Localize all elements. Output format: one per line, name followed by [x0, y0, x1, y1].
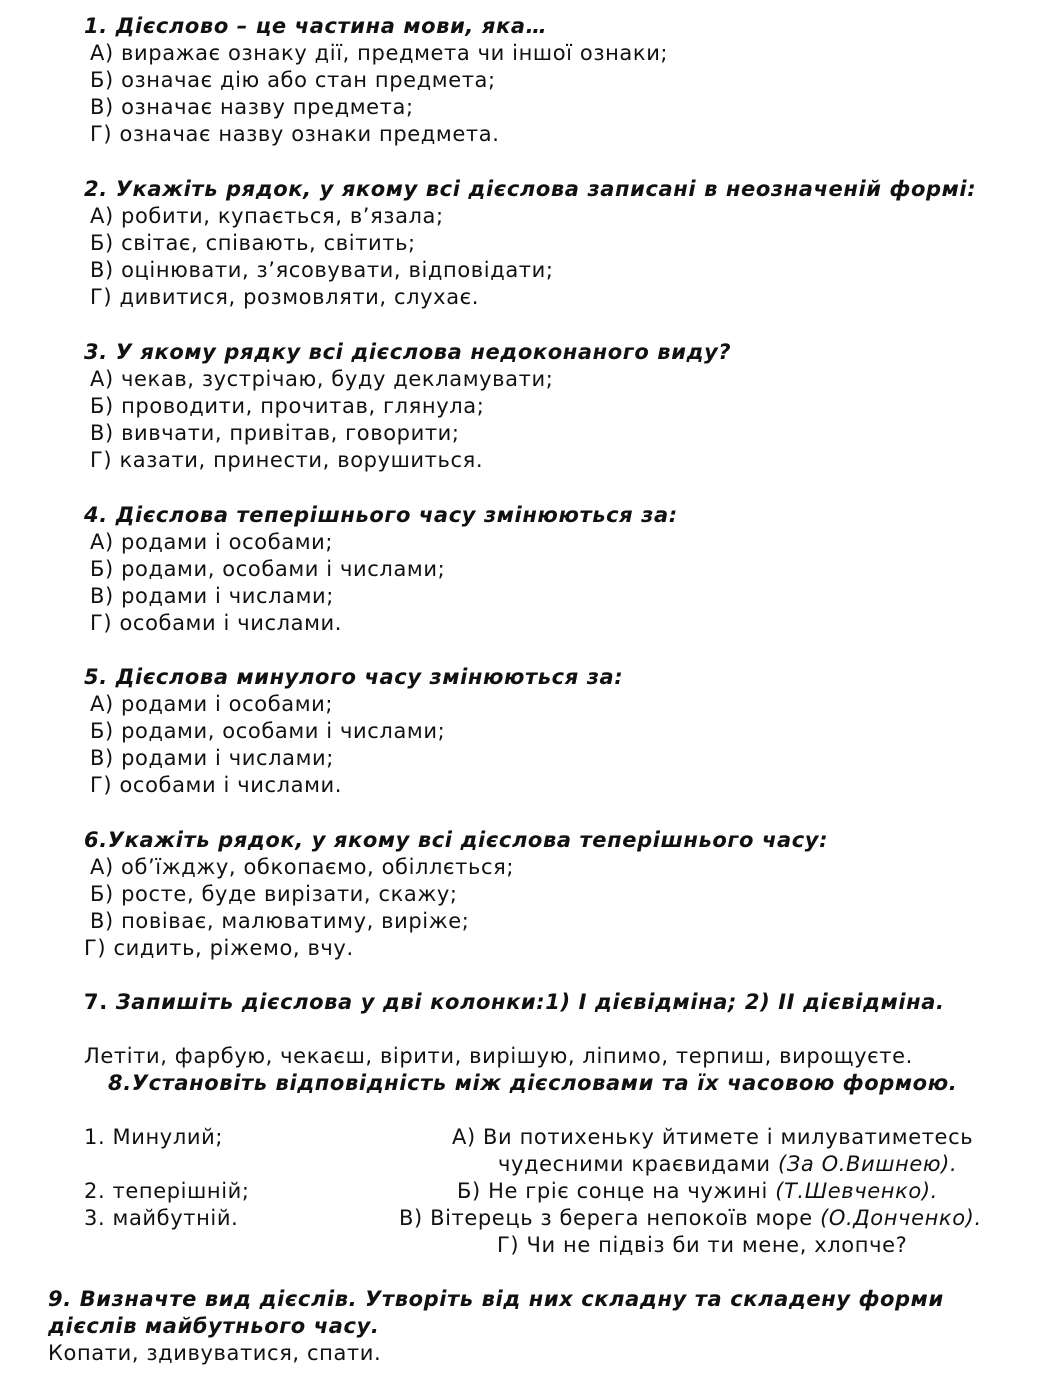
sentence-c: В) Вітерець з берега непокоїв море (О.Донченко). [399, 1206, 982, 1230]
question-2-title: 2. Укажіть рядок, у якому всі дієслова записані в неозначеній формі: [84, 177, 977, 201]
sentence-b-source: (Т.Шевченко). [775, 1179, 938, 1203]
question-1-option-b: Б) означає дію або стан предмета; [90, 68, 496, 92]
question-4-option-b: Б) родами, особами і числами; [90, 557, 446, 581]
question-5-option-b: Б) родами, особами і числами; [90, 719, 446, 743]
question-5-option-a: А) родами і особами; [90, 692, 334, 716]
question-2-option-a: А) робити, купається, в’язала; [90, 204, 444, 228]
question-4-title: 4. Дієслова теперішнього часу змінюються за: [84, 503, 678, 527]
question-3-option-a: А) чекав, зустрічаю, буду декламувати; [90, 367, 554, 391]
question-7-title: 7. Запишіть дієслова у дві колонки:1) І дієвідміна; 2) ІІ дієвідміна. [84, 990, 945, 1014]
question-1-option-a: А) виражає ознаку дії, предмета чи іншої ознаки; [90, 41, 669, 65]
question-6-title: 6.Укажіть рядок, у якому всі дієслова теперішнього часу: [84, 828, 829, 852]
question-9-title-line1: 9. Визначте вид дієслів. Утворіть від них складну та складену форми [48, 1287, 944, 1311]
question-5-option-c: В) родами і числами; [90, 746, 334, 770]
question-1-option-d: Г) означає назву ознаки предмета. [90, 122, 500, 146]
sentence-d: Г) Чи не підвіз би ти мене, хлопче? [497, 1233, 908, 1257]
question-4-option-d: Г) особами і числами. [90, 611, 343, 635]
question-1-option-c: В) означає назву предмета; [90, 95, 414, 119]
question-4-option-c: В) родами і числами; [90, 584, 334, 608]
question-2-option-d: Г) дивитися, розмовляти, слухає. [90, 285, 480, 309]
question-6-option-b: Б) росте, буде вирізати, скажу; [90, 882, 458, 906]
question-4-option-a: А) родами і особами; [90, 530, 334, 554]
sentence-a-source: (За О.Вишнею). [777, 1152, 958, 1176]
question-9-title-line2: дієслів майбутнього часу. [48, 1314, 380, 1338]
question-3-title: 3. У якому рядку всі дієслова недоконаного виду? [84, 340, 732, 364]
question-3-option-d: Г) казати, принести, ворушиться. [90, 448, 484, 472]
sentence-c-source: (О.Донченко). [820, 1206, 982, 1230]
tense-past: 1. Минулий; [84, 1125, 224, 1149]
question-2-option-b: Б) світає, співають, світить; [90, 231, 416, 255]
tense-present: 2. теперішній; [84, 1179, 250, 1203]
question-1-title: 1. Дієслово – це частина мови, яка… [84, 14, 548, 38]
question-6-option-a: А) об’їжджу, обкопаємо, обіллється; [90, 855, 515, 879]
sentence-b: Б) Не гріє сонце на чужині (Т.Шевченко). [457, 1179, 938, 1203]
sentence-a-line1: А) Ви потихеньку йтимете і милуватиметесь [452, 1125, 974, 1149]
question-8-title: 8.Установіть відповідність між дієсловами та їх часовою формою. [108, 1071, 958, 1095]
tense-future: 3. майбутній. [84, 1206, 239, 1230]
question-7-words: Летіти, фарбую, чекаєш, вірити, вирішую, ліпимо, терпиш, вирощуєте. [84, 1044, 913, 1068]
question-9-words: Копати, здивуватися, спати. [48, 1341, 382, 1365]
question-6-option-c: В) повіває, малюватиму, виріже; [90, 909, 470, 933]
question-5-option-d: Г) особами і числами. [90, 773, 343, 797]
question-6-option-d: Г) сидить, ріжемо, вчу. [84, 936, 354, 960]
question-3-option-b: Б) проводити, прочитав, глянула; [90, 394, 485, 418]
question-2-option-c: В) оцінювати, з’ясовувати, відповідати; [90, 258, 554, 282]
sentence-a-line2: чудесними краєвидами (За О.Вишнею). [498, 1152, 958, 1176]
question-3-option-c: В) вивчати, привітав, говорити; [90, 421, 460, 445]
question-5-title: 5. Дієслова минулого часу змінюються за: [84, 665, 624, 689]
